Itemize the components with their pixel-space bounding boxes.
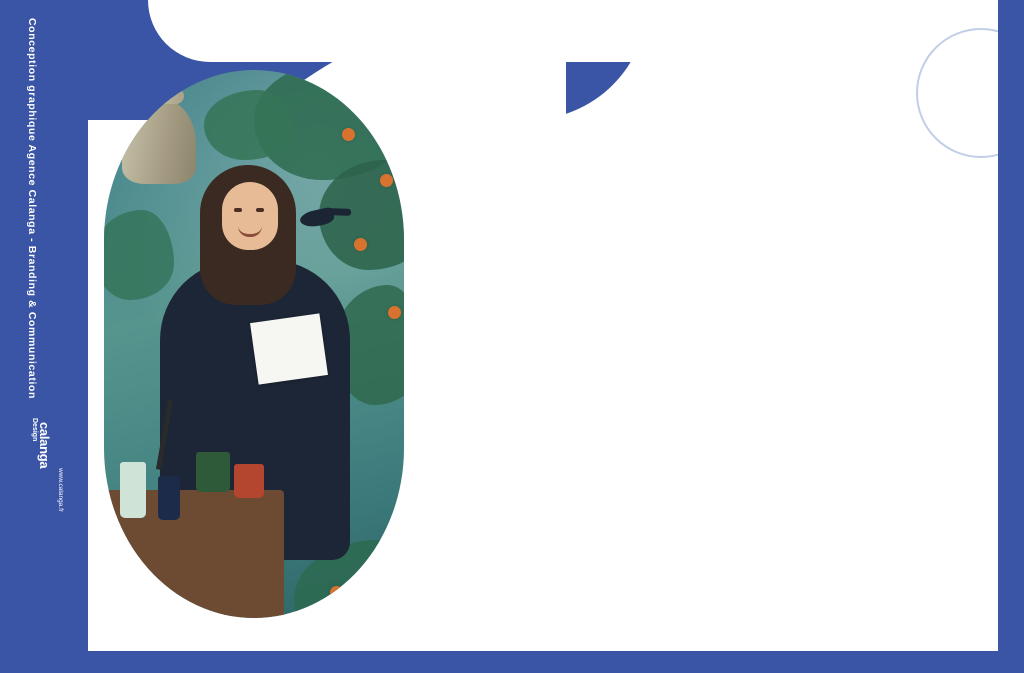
smile xyxy=(238,226,262,237)
blue-bottom-strip xyxy=(0,651,1024,673)
blue-right-strip xyxy=(998,0,1024,673)
paper-sheet xyxy=(250,313,328,384)
foliage-blob xyxy=(204,90,294,160)
fruit-dot xyxy=(388,306,401,319)
jar xyxy=(196,452,230,492)
brand-url: www.calanga.fr xyxy=(57,468,64,513)
speaker-photo xyxy=(104,70,404,618)
dark-bottle xyxy=(158,476,180,520)
eye xyxy=(234,208,242,212)
person-face xyxy=(222,182,278,250)
glass-bottle xyxy=(120,462,146,518)
brand-name: calanga xyxy=(37,422,52,469)
fruit-dot xyxy=(354,238,367,251)
agency-credit-vertical: Conception graphique Agence Calanga - Branding & Communication xyxy=(26,18,38,399)
fruit-dot xyxy=(330,586,343,599)
design-label: Design xyxy=(31,418,38,442)
eye xyxy=(256,208,264,212)
fruit-dot xyxy=(380,174,393,187)
urn-motif xyxy=(122,98,196,184)
foliage-blob xyxy=(104,210,174,300)
pigment-pot xyxy=(234,464,264,498)
fruit-dot xyxy=(342,128,355,141)
